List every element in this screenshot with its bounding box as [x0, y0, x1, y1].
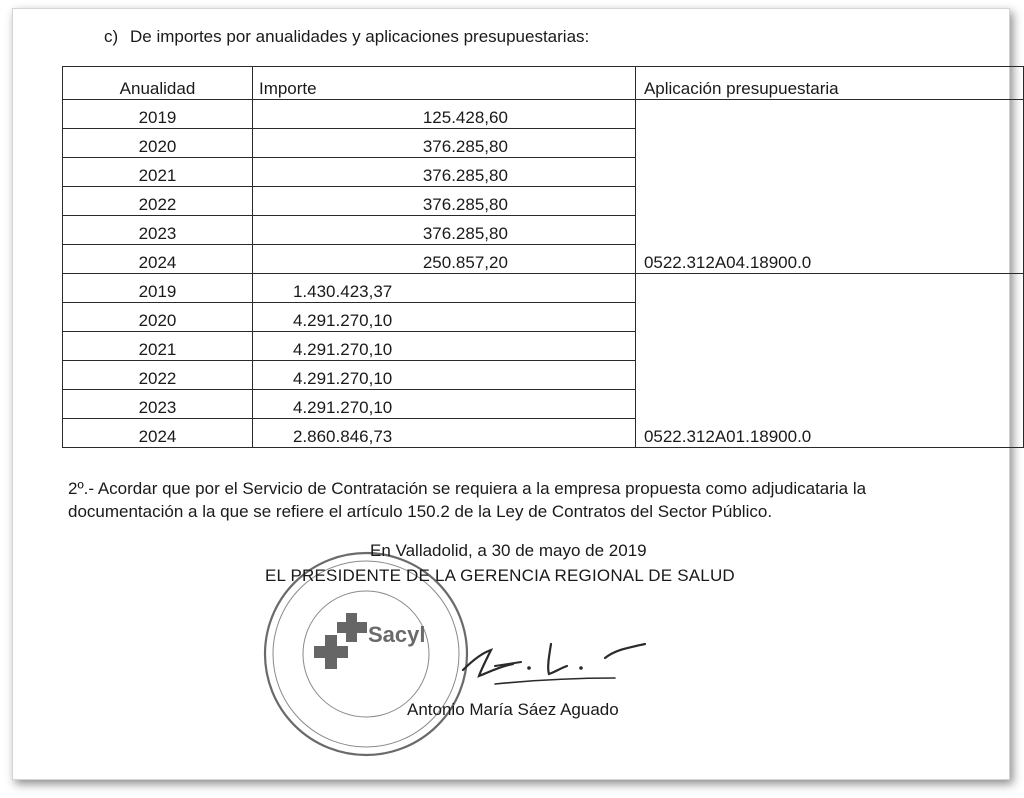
year-cell: 2019 [63, 100, 253, 129]
header-aplicacion: Aplicación presupuestaria [635, 67, 1023, 100]
year-cell: 2021 [63, 332, 253, 361]
year-cell: 2024 [63, 419, 253, 448]
amount-cell: 2.860.846,73 [252, 419, 635, 448]
header-importe: Importe [252, 67, 635, 100]
amount-cell: 376.285,80 [252, 129, 635, 158]
amount-cell: 376.285,80 [252, 158, 635, 187]
amount-cell: 4.291.270,10 [252, 390, 635, 419]
table-header-row [63, 67, 1024, 100]
year-cell: 2022 [63, 187, 253, 216]
table-row [63, 274, 1024, 303]
section-heading [104, 27, 589, 47]
signer-title: EL PRESIDENTE DE LA GERENCIA REGIONAL DE SALUD [265, 566, 735, 585]
amount-cell: 125.428,60 [252, 100, 635, 129]
year-cell: 2022 [63, 361, 253, 390]
section-heading-text: De importes por anualidades y aplicaciones presupuestarias: [130, 27, 590, 46]
year-cell: 2021 [63, 158, 253, 187]
amount-cell: 4.291.270,10 [252, 303, 635, 332]
header-anualidad: Anualidad [63, 67, 253, 100]
table-row [63, 100, 1024, 129]
amount-cell: 1.430.423,37 [252, 274, 635, 303]
year-cell: 2023 [63, 216, 253, 245]
amount-cell: 250.857,20 [252, 245, 635, 274]
handwritten-signature [455, 628, 685, 698]
year-cell: 2024 [63, 245, 253, 274]
sacyl-logo [314, 613, 426, 669]
svg-text:Sacyl: Sacyl [368, 622, 426, 647]
amount-cell: 376.285,80 [252, 216, 635, 245]
year-cell: 2023 [63, 390, 253, 419]
application-cell: 0522.312A04.18900.0 [635, 100, 1023, 274]
section-marker: c) [104, 27, 119, 46]
amount-cell: 376.285,80 [252, 187, 635, 216]
paragraph-2: 2º.- Acordar que por el Servicio de Contratación se requiera a la empresa propuesta como adjudicataria la documentación a la que se refiere el artículo 150.2 de la Ley de Contratos del Sector Público. [68, 479, 867, 521]
budget-table [62, 66, 1024, 448]
place-date: En Valladolid, a 30 de mayo de 2019 [370, 541, 647, 560]
amount-cell: 4.291.270,10 [252, 361, 635, 390]
application-cell: 0522.312A01.18900.0 [635, 274, 1023, 448]
signer-name: Antonio María Sáez Aguado [407, 700, 619, 719]
year-cell: 2019 [63, 274, 253, 303]
year-cell: 2020 [63, 303, 253, 332]
amount-cell: 4.291.270,10 [252, 332, 635, 361]
year-cell: 2020 [63, 129, 253, 158]
